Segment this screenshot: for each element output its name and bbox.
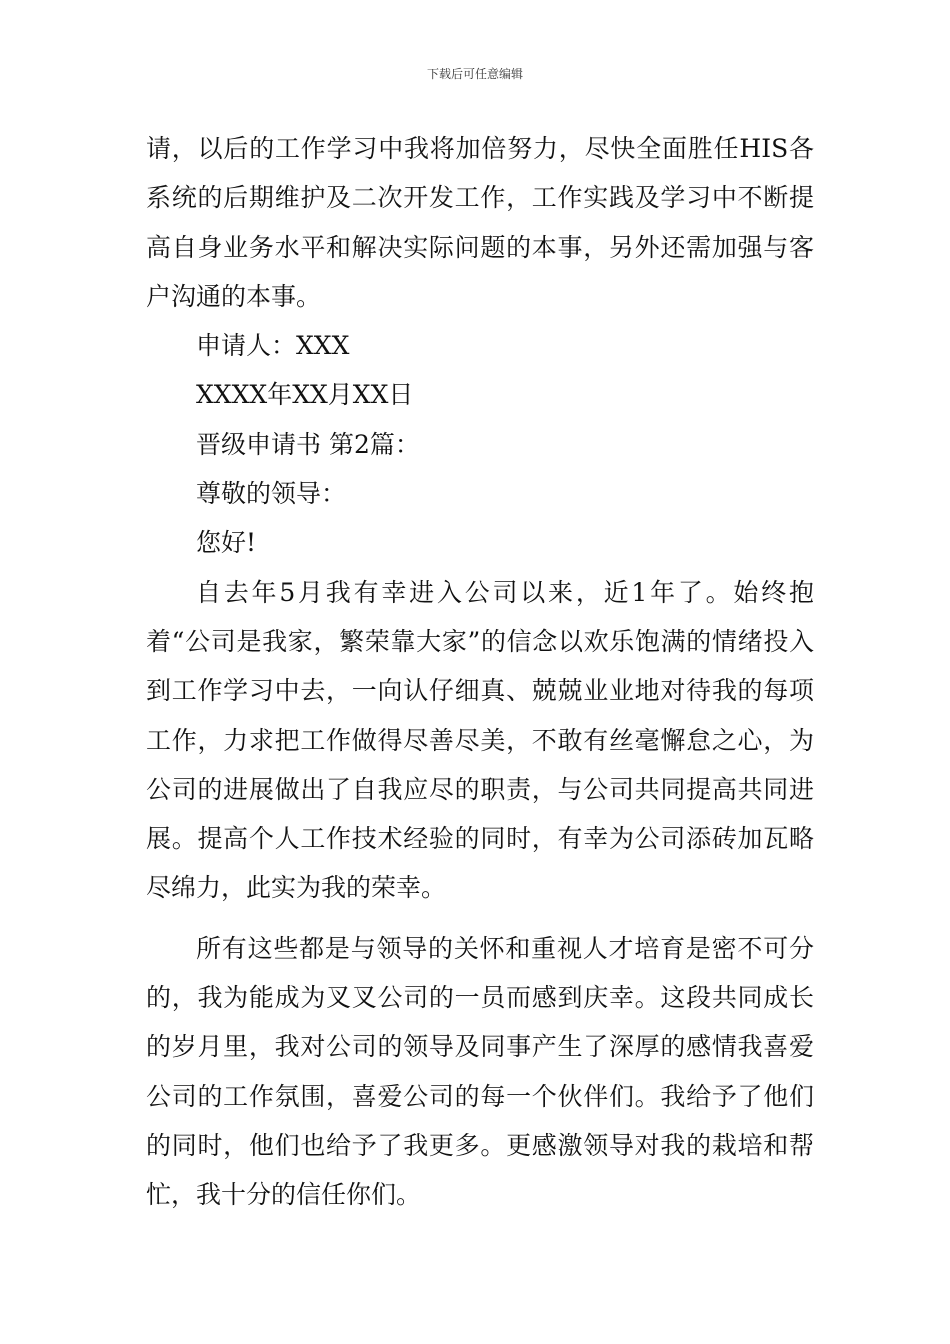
page-header: 下载后可任意编辑 [426, 67, 523, 81]
applicant-line: 申请人：XXX [196, 331, 350, 361]
greeting: 您好! [196, 528, 257, 558]
salutation: 尊敬的领导： [196, 479, 347, 509]
date-line: XXXX年XX月XX日 [196, 380, 414, 410]
paragraph-gratitude: 所有这些都是与领导的关怀和重视人才培育是密不可分的，我为能成为叉叉公司的一员而感到庆幸。这段共同成长的岁月里，我对公司的领导及同事产生了深厚的感情我喜爱公司的工作氛围，喜爱公司的每一个伙伴们。我给予了他们的同时，他们也给予了我更多。更感激领导对我的栽培和帮忙，我十分的信任你们。 [146, 933, 814, 1210]
paragraph-intro: 自去年5月我有幸进入公司以来，近1年了。始终抱着“公司是我家，繁荣靠大家”的信念以欢乐饱满的情绪投入到工作学习中去，一向认仔细真、兢兢业业地对待我的每项工作，力求把工作做得尽善尽美，不敢有丝毫懈怠之心，为公司的进展做出了自我应尽的职责，与公司共同提高共同进展。提高个人工作技术经验的同时，有幸为公司添砖加瓦略尽绵力，此实为我的荣幸。 [146, 577, 814, 903]
paragraph-continuation: 请，以后的工作学习中我将加倍努力，尽快全面胜任HIS各系统的后期维护及二次开发工作，工作实践及学习中不断提高自身业务水平和解决实际问题的本事，另外还需加强与客户沟通的本事。 [146, 134, 814, 311]
section-title: 晋级申请书 第2篇： [196, 429, 420, 459]
document-body [146, 124, 814, 1220]
